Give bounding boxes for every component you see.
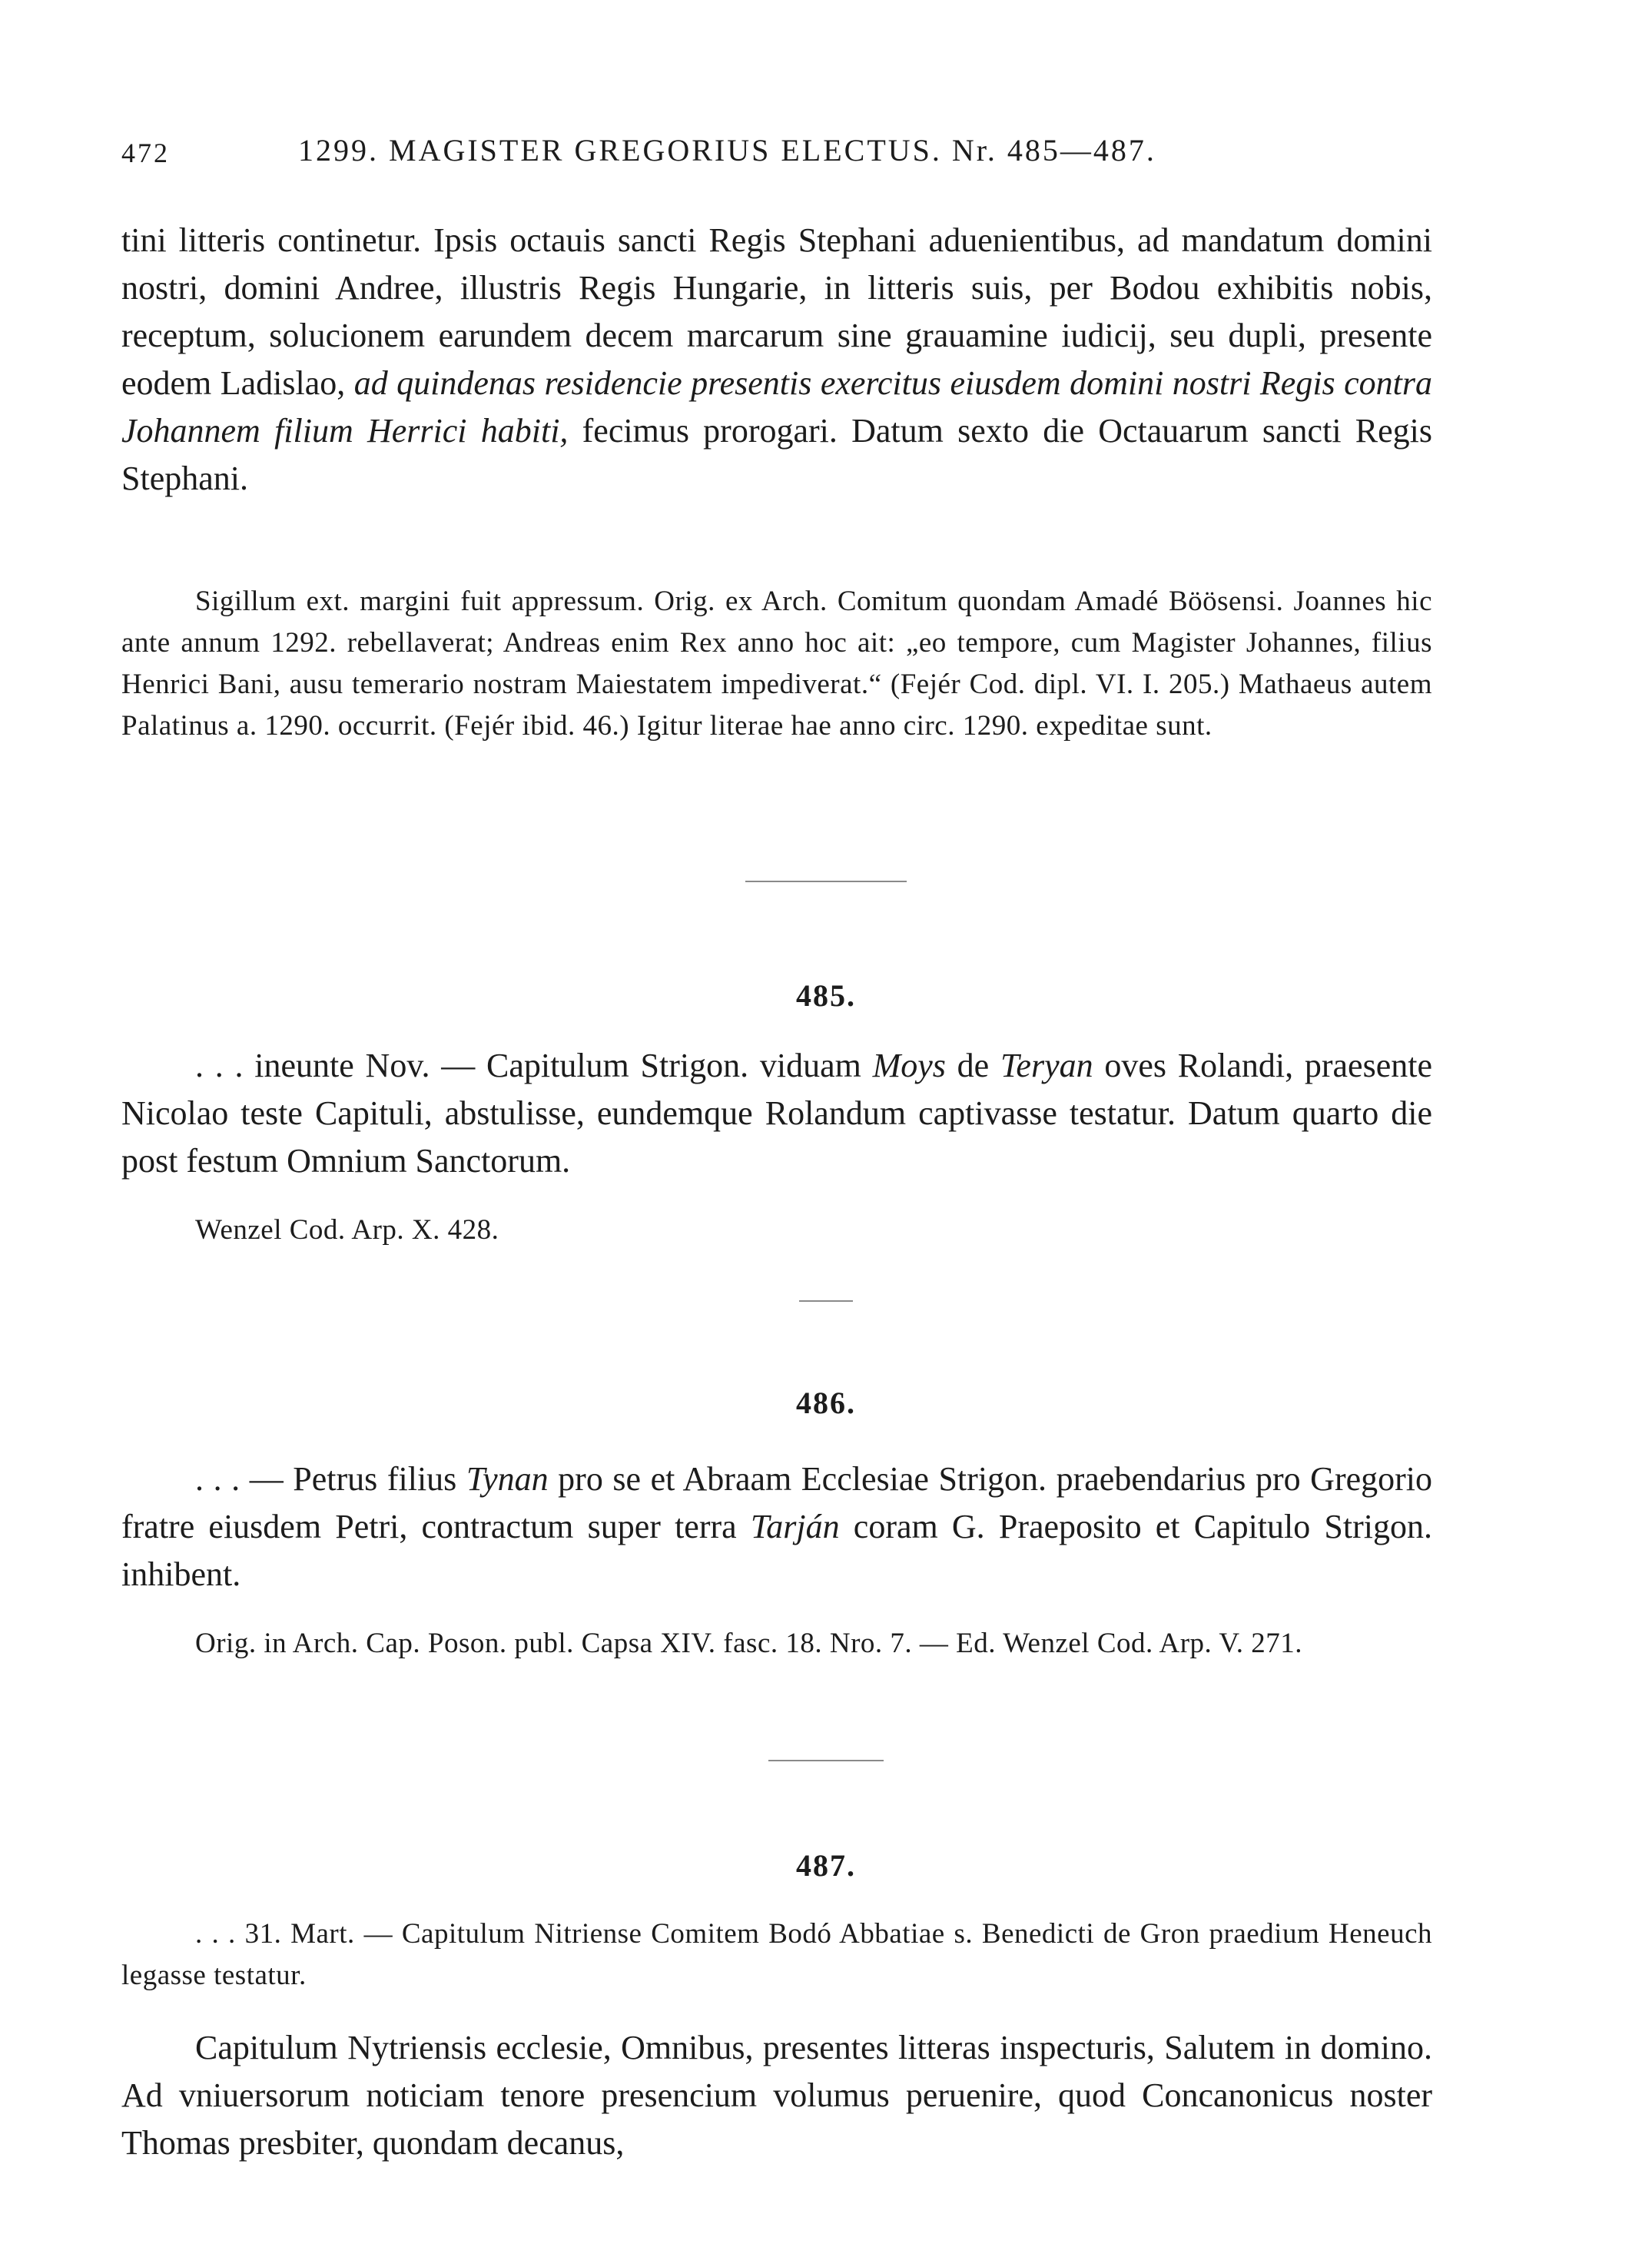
continuation-paragraph xyxy=(121,217,1432,503)
entry-number-485: 485. xyxy=(796,978,856,1013)
note-484: Sigillum ext. margini fuit appressum. Orig. ex Arch. Comitum quondam Amadé Böösensi. Joannes hic ante annum 1292. rebellaverat; Andreas enim Rex anno hoc ait: „eo tempore, cum Magister Johannes, filius Henrici Bani, ausu temerario nostram Maiestatem impediverat.“ (Fejér Cod. dipl. VI. I. 205.) Mathaeus autem Palatinus a. 1290. occurrit. (Fejér ibid. 46.) Igitur literae hae anno circ. 1290. expeditae sunt. xyxy=(121,586,1432,742)
continuation-text-1: tini litteris continetur. Ipsis octauis sancti Regis Stephani aduenientibus, ad mandatum domini nostri, domini Andree, illustris Regis Hungarie, in litteris suis, per Bodou exhibitis nobis, receptum, solucionem earundem decem marcarum sine grauamine iudicij, seu dupli, presente eodem Ladislao, xyxy=(121,221,1432,402)
entry-number-486: 486. xyxy=(796,1386,856,1420)
entry-485-text: . . . ineunte Nov. — Capitulum Strigon. viduam Moys de Teryan oves Rolandi, praesente Nicolao teste Capituli, abstulisse, eundemque Rolandum captivasse testatur. Datum quarto die post festum Omnium Sanctorum. xyxy=(121,1047,1432,1180)
person-name: Moys xyxy=(872,1047,946,1084)
entry-486-text: . . . — Petrus filius Tynan pro se et Abraam Ecclesiae Strigon. praebendarius pro Gregorio fratre eiusdem Petri, contractum super terra Tarján coram G. Praeposito et Capitulo Strigon. inhibent. xyxy=(121,1460,1433,1593)
note-486: Orig. in Arch. Cap. Poson. publ. Capsa XIV. fasc. 18. Nro. 7. — Ed. Wenzel Cod. Arp. V. 271. xyxy=(195,1628,1303,1659)
running-title: 1299. MAGISTER GREGORIUS ELECTUS. Nr. 485—487. xyxy=(298,133,1156,168)
running-head xyxy=(121,132,1443,178)
separator-rule xyxy=(799,1300,853,1302)
continuation-italic: ad quindenas residencie presentis exercitus eiusdem domini nostri Regis contra Johannem filium Herrici habiti, xyxy=(121,364,1432,450)
separator-rule xyxy=(745,881,907,882)
note-485: Wenzel Cod. Arp. X. 428. xyxy=(195,1214,499,1246)
entry-number-487: 487. xyxy=(796,1848,856,1883)
page-number: 472 xyxy=(121,138,170,168)
person-name: Tynan xyxy=(466,1460,549,1498)
entry-487-text: Capitulum Nytriensis ecclesie, Omnibus, presentes litteras inspecturis, Salutem in domino. Ad vniuersorum noticiam tenore presencium volumus peruenire, quod Concanonicus noster Thomas presbiter, quondam decanus, xyxy=(121,2029,1432,2162)
entry-487-summary: . . . 31. Mart. — Capitulum Nitriense Comitem Bodó Abbatiae s. Benedicti de Gron praedium Heneuch legasse testatur. xyxy=(121,1918,1432,1991)
place-name: Teryan xyxy=(1000,1047,1093,1084)
continuation-text-2: fecimus prorogari. Datum sexto die Octauarum sancti Regis Stephani. xyxy=(121,412,1432,497)
place-name: Tarján xyxy=(750,1508,840,1545)
separator-rule xyxy=(768,1760,884,1761)
